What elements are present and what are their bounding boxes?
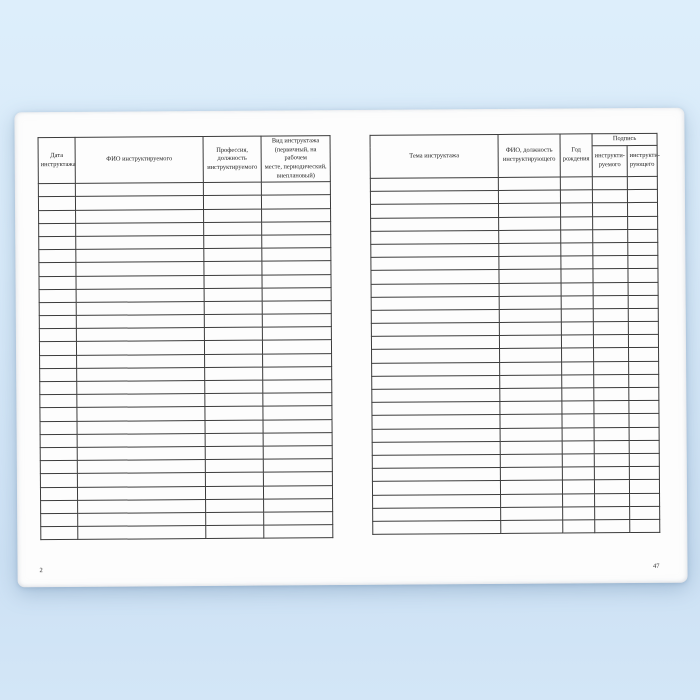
empty-cell xyxy=(206,525,264,539)
empty-cell xyxy=(561,216,593,229)
empty-cell xyxy=(371,217,499,231)
empty-cell xyxy=(500,480,562,494)
empty-cell xyxy=(629,466,659,479)
empty-cell xyxy=(371,336,499,350)
empty-cell xyxy=(40,434,77,447)
empty-cell xyxy=(39,223,76,236)
empty-cell xyxy=(592,203,627,216)
empty-cell xyxy=(561,295,593,308)
empty-cell xyxy=(77,420,205,434)
empty-cell xyxy=(76,301,204,315)
empty-cell xyxy=(76,209,204,223)
empty-cell xyxy=(205,433,263,447)
empty-cell xyxy=(40,368,77,381)
empty-cell xyxy=(629,348,659,361)
empty-cell xyxy=(205,459,263,473)
empty-cell xyxy=(263,446,332,460)
column-header-instruction-topic: Тема инструктажа xyxy=(370,134,498,178)
empty-cell xyxy=(262,261,331,275)
empty-cell xyxy=(76,222,204,236)
empty-cell xyxy=(629,480,659,493)
empty-cell xyxy=(594,361,629,374)
empty-cell xyxy=(499,243,561,257)
empty-cell xyxy=(263,393,332,407)
empty-cell xyxy=(372,402,500,416)
empty-cell xyxy=(206,512,264,526)
empty-cell xyxy=(263,366,332,380)
empty-cell xyxy=(371,230,499,244)
empty-cell xyxy=(372,388,500,402)
empty-cell xyxy=(562,427,594,440)
empty-cell xyxy=(39,250,76,263)
instruction-log-table-left xyxy=(38,135,334,540)
empty-cell xyxy=(204,327,262,341)
empty-cell xyxy=(76,315,204,329)
empty-cell xyxy=(562,441,594,454)
empty-cell xyxy=(629,361,659,374)
empty-cell xyxy=(205,367,263,381)
empty-cell xyxy=(262,314,331,328)
empty-cell xyxy=(498,190,560,204)
empty-cell xyxy=(263,380,332,394)
table-body-left xyxy=(38,182,332,540)
empty-cell xyxy=(77,460,205,474)
empty-cell xyxy=(592,190,627,203)
empty-cell xyxy=(500,467,562,481)
empty-cell xyxy=(39,276,76,289)
empty-cell xyxy=(372,481,500,495)
empty-cell xyxy=(78,526,206,540)
empty-cell xyxy=(41,500,78,513)
empty-cell xyxy=(40,408,77,421)
empty-cell xyxy=(205,380,263,394)
empty-cell xyxy=(499,335,561,349)
empty-cell xyxy=(205,407,263,421)
empty-cell xyxy=(77,367,205,381)
empty-cell xyxy=(500,454,562,468)
empty-cell xyxy=(204,261,262,275)
empty-cell xyxy=(628,295,658,308)
empty-cell xyxy=(76,262,204,276)
empty-cell xyxy=(594,414,629,427)
empty-cell xyxy=(561,322,593,335)
empty-cell xyxy=(499,256,561,270)
empty-cell xyxy=(629,401,659,414)
journal-spread xyxy=(14,108,687,588)
empty-cell xyxy=(39,302,76,315)
empty-cell xyxy=(499,309,561,323)
empty-cell xyxy=(261,195,330,209)
empty-cell xyxy=(500,375,562,389)
empty-cell xyxy=(593,295,628,308)
empty-cell xyxy=(262,248,331,262)
empty-cell xyxy=(38,197,75,210)
column-header-signature-instructed: инструкти- руемого xyxy=(592,146,627,177)
table-header-left xyxy=(38,136,330,184)
empty-cell xyxy=(76,275,204,289)
empty-cell xyxy=(77,433,205,447)
empty-cell xyxy=(499,230,561,244)
empty-cell xyxy=(261,182,330,196)
empty-cell xyxy=(77,473,205,487)
empty-cell xyxy=(594,480,629,493)
empty-cell xyxy=(40,355,77,368)
empty-cell xyxy=(561,282,593,295)
empty-cell xyxy=(205,472,263,486)
empty-cell xyxy=(630,506,660,519)
empty-cell xyxy=(627,203,657,216)
empty-cell xyxy=(204,341,262,355)
empty-cell xyxy=(499,322,561,336)
empty-cell xyxy=(371,296,499,310)
empty-cell xyxy=(628,242,658,255)
empty-cell xyxy=(560,190,592,203)
empty-cell xyxy=(75,196,203,210)
empty-cell xyxy=(371,309,499,323)
empty-cell xyxy=(562,388,594,401)
empty-cell xyxy=(595,519,630,532)
empty-cell xyxy=(77,354,205,368)
empty-cell xyxy=(203,196,261,210)
empty-cell xyxy=(627,190,657,203)
empty-cell xyxy=(204,301,262,315)
empty-cell xyxy=(39,263,76,276)
empty-cell xyxy=(561,269,593,282)
column-header-instruction-date: Дата инструктажа xyxy=(38,137,75,183)
empty-cell xyxy=(593,229,628,242)
empty-cell xyxy=(264,512,333,526)
empty-cell xyxy=(205,393,263,407)
empty-cell xyxy=(204,314,262,328)
column-header-instruction-type: Вид инструктажа (первичный, на рабочем месте, периодический, внеплановый) xyxy=(261,136,330,183)
empty-cell xyxy=(264,525,333,539)
empty-cell xyxy=(501,520,563,534)
empty-cell xyxy=(594,348,629,361)
empty-cell xyxy=(595,493,630,506)
empty-cell xyxy=(372,375,500,389)
empty-cell xyxy=(499,203,561,217)
empty-cell xyxy=(371,243,499,257)
empty-cell xyxy=(593,256,628,269)
empty-cell xyxy=(263,485,332,499)
empty-cell xyxy=(594,401,629,414)
empty-cell xyxy=(262,221,331,235)
empty-cell xyxy=(263,353,332,367)
empty-cell xyxy=(628,255,658,268)
empty-cell xyxy=(563,506,595,519)
empty-cell xyxy=(499,283,561,297)
empty-cell xyxy=(262,208,331,222)
empty-cell xyxy=(372,428,500,442)
empty-cell xyxy=(499,217,561,231)
empty-cell xyxy=(39,342,76,355)
empty-cell xyxy=(203,182,261,196)
empty-cell xyxy=(40,395,77,408)
empty-cell xyxy=(500,348,562,362)
empty-cell xyxy=(562,467,594,480)
empty-cell xyxy=(561,230,593,243)
empty-cell xyxy=(76,235,204,249)
empty-cell xyxy=(40,474,77,487)
empty-cell xyxy=(39,315,76,328)
empty-cell xyxy=(594,440,629,453)
empty-cell xyxy=(75,183,203,197)
empty-cell xyxy=(262,301,331,315)
empty-cell xyxy=(629,453,659,466)
empty-cell xyxy=(39,210,76,223)
empty-cell xyxy=(561,256,593,269)
empty-cell xyxy=(264,498,333,512)
empty-cell xyxy=(205,420,263,434)
empty-cell xyxy=(371,257,499,271)
empty-cell xyxy=(205,354,263,368)
empty-cell xyxy=(560,203,592,216)
empty-cell xyxy=(501,507,563,521)
empty-cell xyxy=(204,235,262,249)
page-number-left: 2 xyxy=(39,567,43,575)
empty-cell xyxy=(563,520,595,533)
empty-cell xyxy=(76,328,204,342)
empty-cell xyxy=(40,421,77,434)
empty-cell xyxy=(373,494,501,508)
empty-cell xyxy=(628,335,658,348)
empty-cell xyxy=(76,288,204,302)
empty-cell xyxy=(204,222,262,236)
empty-cell xyxy=(371,270,499,284)
empty-cell xyxy=(206,499,264,513)
empty-cell xyxy=(263,406,332,420)
empty-cell xyxy=(499,269,561,283)
empty-cell xyxy=(370,177,498,191)
empty-cell xyxy=(40,487,77,500)
empty-cell xyxy=(205,486,263,500)
empty-cell xyxy=(630,519,660,532)
empty-cell xyxy=(263,459,332,473)
empty-cell xyxy=(499,296,561,310)
empty-cell xyxy=(594,388,629,401)
empty-cell xyxy=(204,248,262,262)
empty-cell xyxy=(263,472,332,486)
empty-cell xyxy=(629,374,659,387)
empty-cell xyxy=(263,432,332,446)
empty-cell xyxy=(76,249,204,263)
table-row xyxy=(41,525,333,540)
empty-cell xyxy=(594,374,629,387)
empty-cell xyxy=(204,288,262,302)
empty-cell xyxy=(263,419,332,433)
empty-cell xyxy=(593,269,628,282)
empty-cell xyxy=(38,184,75,197)
empty-cell xyxy=(501,494,563,508)
empty-cell xyxy=(78,512,206,526)
empty-cell xyxy=(40,461,77,474)
page-number-right: 47 xyxy=(653,562,660,570)
empty-cell xyxy=(371,204,499,218)
empty-cell xyxy=(561,309,593,322)
empty-cell xyxy=(371,283,499,297)
empty-cell xyxy=(628,321,658,334)
empty-cell xyxy=(39,289,76,302)
empty-cell xyxy=(372,468,500,482)
empty-cell xyxy=(41,513,78,526)
empty-cell xyxy=(500,388,562,402)
empty-cell xyxy=(627,176,657,189)
column-header-birth-year: Год рождения xyxy=(560,134,592,177)
empty-cell xyxy=(629,387,659,400)
empty-cell xyxy=(500,401,562,415)
empty-cell xyxy=(262,235,331,249)
empty-cell xyxy=(77,446,205,460)
empty-cell xyxy=(628,282,658,295)
empty-cell xyxy=(262,274,331,288)
empty-cell xyxy=(562,348,594,361)
empty-cell xyxy=(204,209,262,223)
empty-cell xyxy=(262,340,331,354)
empty-cell xyxy=(498,177,560,191)
empty-cell xyxy=(40,447,77,460)
empty-cell xyxy=(500,441,562,455)
table-header-right xyxy=(370,133,660,178)
empty-cell xyxy=(593,216,628,229)
empty-cell xyxy=(76,341,204,355)
empty-cell xyxy=(372,362,500,376)
empty-cell xyxy=(39,236,76,249)
empty-cell xyxy=(630,493,660,506)
empty-cell xyxy=(500,362,562,376)
empty-cell xyxy=(593,308,628,321)
table-row xyxy=(373,519,660,534)
empty-cell xyxy=(592,177,627,190)
empty-cell xyxy=(594,427,629,440)
empty-cell xyxy=(593,335,628,348)
empty-cell xyxy=(593,282,628,295)
empty-cell xyxy=(500,414,562,428)
column-header-profession-position: Профессия, должность инструктируемого xyxy=(203,136,261,183)
empty-cell xyxy=(562,361,594,374)
empty-cell xyxy=(562,454,594,467)
column-group-header-signature: Подпись xyxy=(592,133,657,145)
empty-cell xyxy=(595,506,630,519)
empty-cell xyxy=(500,428,562,442)
empty-cell xyxy=(594,467,629,480)
empty-cell xyxy=(373,520,501,534)
empty-cell xyxy=(77,394,205,408)
empty-cell xyxy=(562,414,594,427)
empty-cell xyxy=(372,441,500,455)
empty-cell xyxy=(628,269,658,282)
empty-cell xyxy=(562,401,594,414)
column-header-signature-instructor: инструкти- рующего xyxy=(627,145,657,176)
empty-cell xyxy=(373,507,501,521)
table-body-right xyxy=(370,176,659,534)
empty-cell xyxy=(372,415,500,429)
empty-cell xyxy=(563,493,595,506)
empty-cell xyxy=(560,177,592,190)
empty-cell xyxy=(561,243,593,256)
empty-cell xyxy=(628,216,658,229)
empty-cell xyxy=(562,375,594,388)
empty-cell xyxy=(562,480,594,493)
empty-cell xyxy=(262,327,331,341)
empty-cell xyxy=(594,453,629,466)
column-header-instructor-name-position: ФИО, должность инструктирующего xyxy=(498,134,560,177)
empty-cell xyxy=(39,329,76,342)
empty-cell xyxy=(204,275,262,289)
empty-cell xyxy=(628,229,658,242)
empty-cell xyxy=(205,446,263,460)
empty-cell xyxy=(629,440,659,453)
empty-cell xyxy=(77,486,205,500)
column-header-instructed-name: ФИО инструктируемого xyxy=(75,137,203,184)
empty-cell xyxy=(262,287,331,301)
instruction-log-table-right xyxy=(370,133,661,535)
empty-cell xyxy=(78,499,206,513)
empty-cell xyxy=(77,381,205,395)
empty-cell xyxy=(77,407,205,421)
empty-cell xyxy=(372,454,500,468)
empty-cell xyxy=(593,322,628,335)
empty-cell xyxy=(561,335,593,348)
empty-cell xyxy=(371,323,499,337)
empty-cell xyxy=(629,427,659,440)
empty-cell xyxy=(40,381,77,394)
empty-cell xyxy=(370,191,498,205)
empty-cell xyxy=(372,349,500,363)
empty-cell xyxy=(41,526,78,539)
empty-cell xyxy=(628,308,658,321)
empty-cell xyxy=(593,243,628,256)
empty-cell xyxy=(629,414,659,427)
